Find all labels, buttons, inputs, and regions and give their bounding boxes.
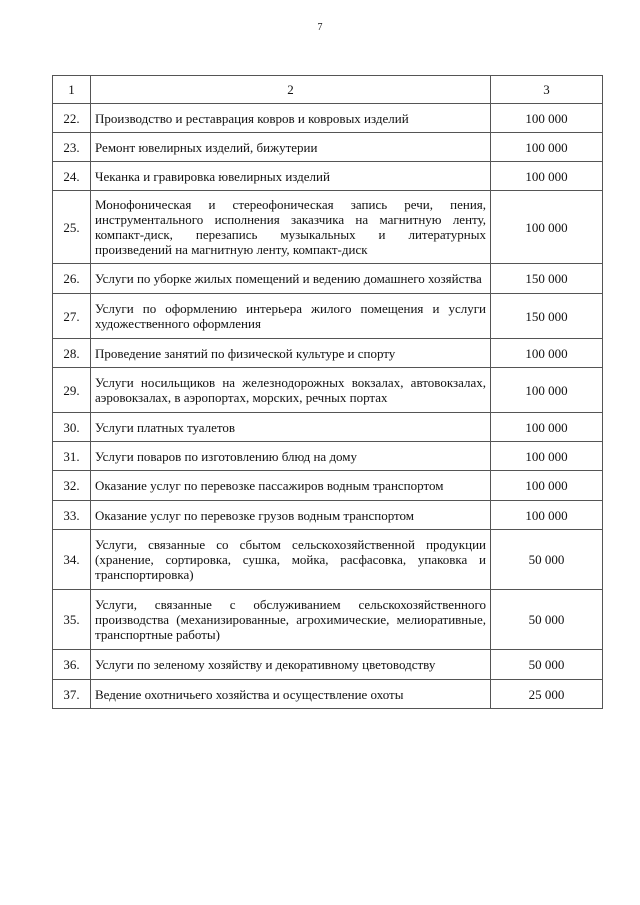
services-table [52,75,603,709]
row-description: Услуги по зеленому хозяйству и декоративному цветоводству [91,650,491,680]
row-number: 26. [53,264,91,294]
row-value: 100 000 [491,104,603,133]
column-header-2: 2 [91,76,491,104]
table-row [53,133,603,162]
row-description: Проведение занятий по физической культуре и спорту [91,339,491,368]
row-number: 34. [53,530,91,590]
row-value: 50 000 [491,530,603,590]
table-row [53,530,603,590]
row-number: 37. [53,680,91,709]
row-description: Услуги по уборке жилых помещений и ведению домашнего хозяйства [91,264,491,294]
row-value: 100 000 [491,162,603,191]
row-value: 100 000 [491,191,603,264]
row-value: 25 000 [491,680,603,709]
row-value: 50 000 [491,650,603,680]
row-description: Услуги по оформлению интерьера жилого помещения и услуги художественного оформления [91,294,491,339]
row-description: Услуги поваров по изготовлению блюд на дому [91,442,491,471]
table-row [53,680,603,709]
row-number: 36. [53,650,91,680]
table-row [53,191,603,264]
page-number: 7 [317,22,323,33]
row-description: Ведение охотничьего хозяйства и осуществление охоты [91,680,491,709]
row-value: 100 000 [491,471,603,501]
table-row [53,264,603,294]
row-description: Чеканка и гравировка ювелирных изделий [91,162,491,191]
row-value: 100 000 [491,339,603,368]
table-row [53,339,603,368]
row-description: Услуги, связанные со сбытом сельскохозяйственной продукции (хранение, сортировка, сушка, мойка, расфасовка, упаковка и транспортировка) [91,530,491,590]
row-description: Услуги носильщиков на железнодорожных вокзалах, автовокзалах, аэровокзалах, в аэропортах, морских, речных портах [91,368,491,413]
row-number: 35. [53,590,91,650]
table-row [53,590,603,650]
column-header-1: 1 [53,76,91,104]
table-row [53,501,603,530]
row-number: 33. [53,501,91,530]
row-value: 150 000 [491,294,603,339]
table-row [53,294,603,339]
row-value: 100 000 [491,413,603,442]
row-description: Ремонт ювелирных изделий, бижутерии [91,133,491,162]
row-description: Услуги платных туалетов [91,413,491,442]
table-row [53,650,603,680]
row-description: Оказание услуг по перевозке пассажиров водным транспортом [91,471,491,501]
table-row [53,368,603,413]
table-row [53,162,603,191]
row-number: 24. [53,162,91,191]
row-value: 100 000 [491,133,603,162]
row-value: 150 000 [491,264,603,294]
table-row [53,471,603,501]
row-number: 29. [53,368,91,413]
row-value: 100 000 [491,442,603,471]
row-number: 30. [53,413,91,442]
row-number: 25. [53,191,91,264]
table-header-row [53,76,603,104]
table-row [53,413,603,442]
row-number: 23. [53,133,91,162]
row-number: 27. [53,294,91,339]
row-number: 32. [53,471,91,501]
row-number: 31. [53,442,91,471]
column-header-3: 3 [491,76,603,104]
table-row [53,442,603,471]
row-description: Оказание услуг по перевозке грузов водным транспортом [91,501,491,530]
table-row [53,104,603,133]
row-description: Производство и реставрация ковров и ковровых изделий [91,104,491,133]
row-number: 28. [53,339,91,368]
row-value: 100 000 [491,368,603,413]
row-value: 100 000 [491,501,603,530]
row-description: Услуги, связанные с обслуживанием сельскохозяйственного производства (механизированные, агрохимические, мелиоративные, транспортные работы) [91,590,491,650]
row-number: 22. [53,104,91,133]
row-description: Монофоническая и стереофоническая запись речи, пения, инструментального исполнения заказчика на магнитную ленту, компакт-диск, перезапись музыкальных и литературных произведений на магнитную ленту, компакт-диск [91,191,491,264]
row-value: 50 000 [491,590,603,650]
